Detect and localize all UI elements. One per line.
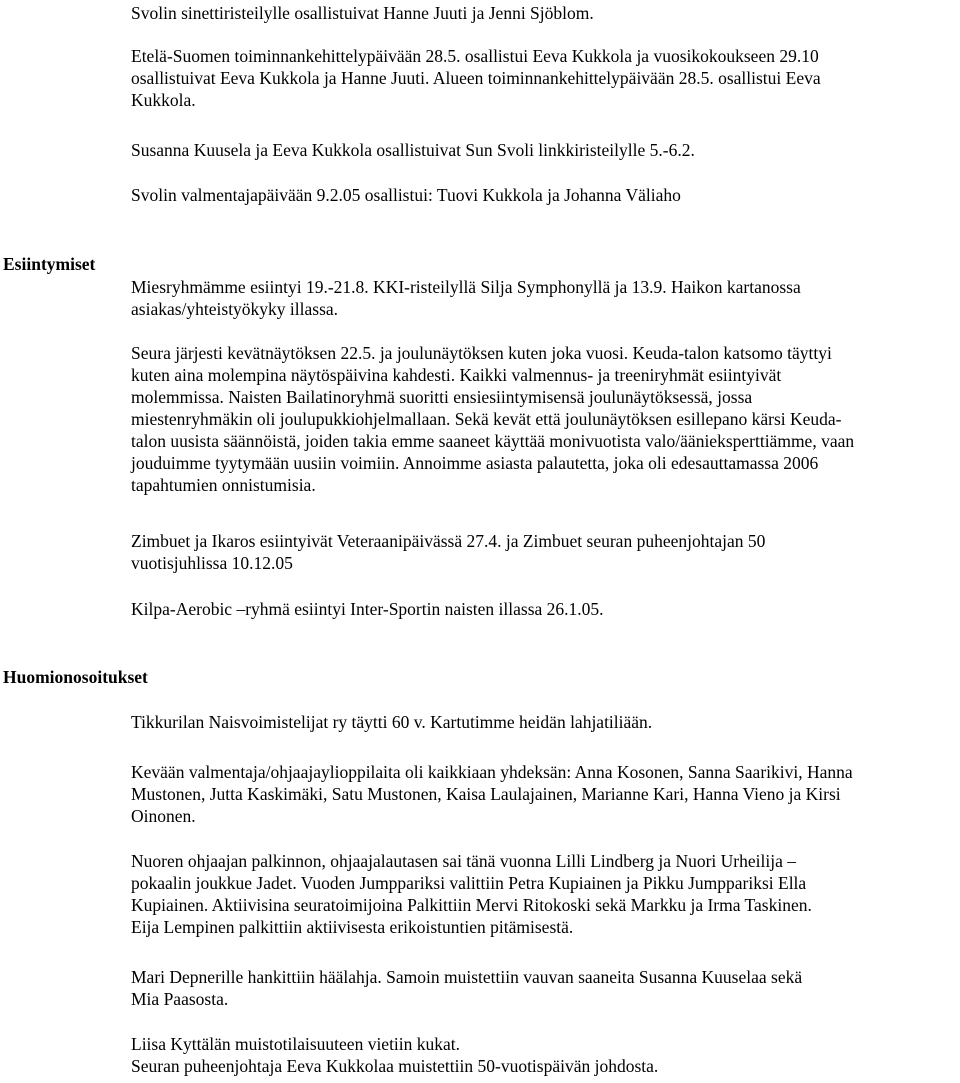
text-line: Mari Depnerille hankittiin häälahja. Samoin muistettiin vauvan saaneita Susanna Kuuselaa sekä [131,967,803,987]
text-line: Miesryhmämme esiintyi 19.-21.8. KKI-risteilyllä Silja Symphonyllä ja 13.9. Haikon kartanossa [131,277,801,297]
paragraph-kilpa-aerobic [131,598,955,620]
text-line: osallistuivat Eeva Kukkola ja Hanne Juuti. Alueen toiminnankehittelypäivään 28.5. osallistui Eeva [131,68,821,88]
section-heading-huomionosoitukset: Huomionosoitukset [3,667,148,687]
paragraph-tikkurila [131,711,955,733]
text-line: Liisa Kyttälän muistotilaisuuteen vietiin kukat. [131,1034,461,1054]
text-line: molemmissa. Naisten Bailatinoryhmä suoritti ensiesiintymisensä joulunäytöksessä, jossa [131,387,753,407]
text-line: Zimbuet ja Ikaros esiintyivät Veteraanipäivässä 27.4. ja Zimbuet seuran puheenjohtajan 50 [131,531,766,551]
paragraph-sinettiristeily [131,2,955,24]
text-line: Seura järjesti kevätnäytöksen 22.5. ja joulunäytöksen kuten joka vuosi. Keuda-talon katsomo täyttyi [131,343,832,363]
text-line: Nuoren ohjaajan palkinnon, ohjaajalautasen sai tänä vuonna Lilli Lindberg ja Nuori Urheilija – [131,851,796,871]
paragraph-palkinnot [131,850,955,938]
text-line: Mustonen, Jutta Kaskimäki, Satu Mustonen, Kaisa Laulajainen, Marianne Kari, Hanna Vieno ja Kirsi [131,784,841,804]
text-line: vuotisjuhlissa 10.12.05 [131,553,293,573]
paragraph-toiminnankehittelypaiva [131,45,955,111]
text-line: Etelä-Suomen toiminnankehittelypäivään 28.5. osallistui Eeva Kukkola ja vuosikokoukseen 29.10 [131,46,819,66]
text-line: miestenryhmäkin oli joulupukkiohjelmallaan. Sekä kevät että joulunäytöksen esillepano kärsi Keuda- [131,409,842,429]
paragraph-valmentajapaiva [131,184,955,206]
section-heading-esiintymiset: Esiintymiset [3,254,96,274]
text-line: Svolin valmentajapäivään 9.2.05 osallistui: Tuovi Kukkola ja Johanna Väliaho [131,185,681,205]
text-line: Oinonen. [131,806,196,826]
text-line: pokaalin joukkue Jadet. Vuoden Jumppariksi valittiin Petra Kupiainen ja Pikku Jumppariksi Ella [131,873,807,893]
text-line: Kupiainen. Aktiivisina seuratoimijoina Palkittiin Mervi Ritokoski sekä Markku ja Irma Taskinen. [131,895,812,915]
text-line: Kevään valmentaja/ohjaajaylioppilaita oli kaikkiaan yhdeksän: Anna Kosonen, Sanna Saarikivi, Hanna [131,762,853,782]
paragraph-linkkiristeily [131,139,955,161]
paragraph-muistaminen [131,1033,955,1077]
text-line: Eija Lempinen palkittiin aktiivisesta erikoistuntien pitämisestä. [131,917,574,937]
paragraph-lahjat [131,966,955,1010]
text-line: Seuran puheenjohtaja Eeva Kukkolaa muistettiin 50-vuotispäivän johdosta. [131,1056,659,1076]
text-line: Kilpa-Aerobic –ryhmä esiintyi Inter-Sportin naisten illassa 26.1.05. [131,599,604,619]
text-line: tapahtumien onnistumisia. [131,475,316,495]
text-line: kuten aina molempina näytöspäivina kahdesti. Kaikki valmennus- ja treeniryhmät esiintyivät [131,365,782,385]
text-line: asiakas/yhteistyökyky illassa. [131,299,339,319]
text-line: jouduimme tyytymään uusiin voimiin. Annoimme asiasta palautetta, joka oli edesauttamassa 2006 [131,453,819,473]
text-line: Tikkurilan Naisvoimistelijat ry täytti 60 v. Kartutimme heidän lahjatiliään. [131,712,653,732]
paragraph-ylioppilaat [131,761,955,827]
text-line: Kukkola. [131,90,196,110]
text-line: Svolin sinettiristeilylle osallistuivat Hanne Juuti ja Jenni Sjöblom. [131,3,594,23]
paragraph-zimbuet [131,530,955,574]
text-line: Mia Paasosta. [131,989,229,1009]
text-line: talon uusista säännöistä, joiden takia emme saaneet käyttää monivuotista valo/äänieksperttiämme, vaan [131,431,855,451]
text-line: Susanna Kuusela ja Eeva Kukkola osallistuivat Sun Svoli linkkiristeilylle 5.-6.2. [131,140,695,160]
paragraph-kevatnaytos [131,342,955,496]
paragraph-miesryhma [131,276,955,320]
